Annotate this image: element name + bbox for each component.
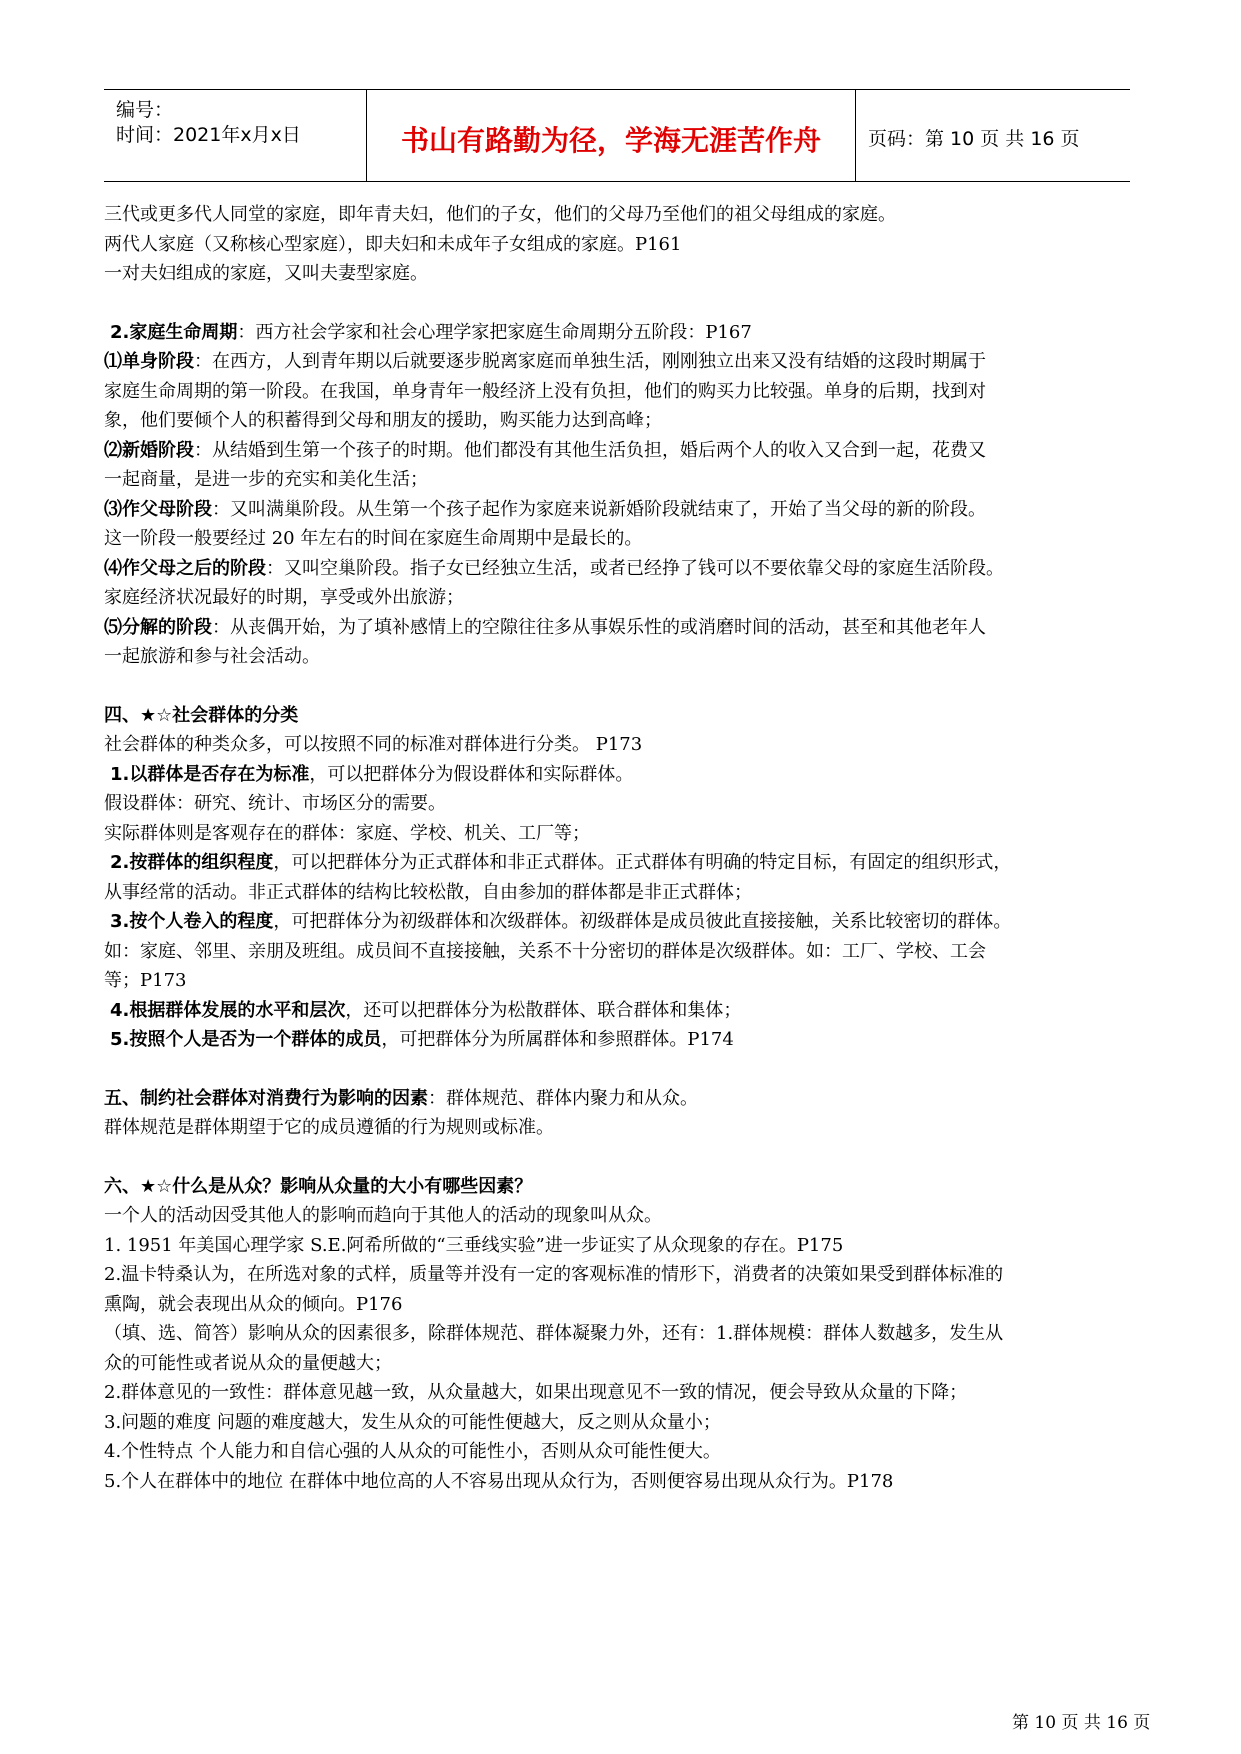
- stage-heading: ⑸分解的阶段: [104, 616, 212, 638]
- paragraph: 一个人的活动因受其他人的影响而趋向于其他人的活动的现象叫从众。: [104, 1205, 662, 1226]
- paragraph: （填、选、简答）影响从众的因素很多，除群体规范、群体凝聚力外，还有：1.群体规模：群体人数越多，发生从: [104, 1323, 1004, 1344]
- paragraph: 社会群体的种类众多，可以按照不同的标准对群体进行分类。 P173: [104, 734, 643, 755]
- section-heading: 六、★☆什么是从众？影响从众量的大小有哪些因素？: [104, 1175, 533, 1197]
- paragraph: 4.个性特点 个人能力和自信心强的人从众的可能性小，否则从众可能性便大。: [104, 1441, 721, 1462]
- classification-text: ，可把群体分为所属群体和参照群体。P174: [381, 1029, 734, 1050]
- stage-heading: ⑶作父母阶段: [104, 498, 212, 520]
- stage-empty-nest: [104, 554, 1134, 584]
- paragraph: 如：家庭、邻里、亲朋及班组。成员间不直接接触，关系不十分密切的群体是次级群体。如：工厂、学校、工会: [104, 940, 986, 962]
- header-meta-cell: [104, 90, 367, 181]
- paragraph: 一起旅游和参与社会活动。: [104, 646, 320, 667]
- page-header: [104, 89, 1130, 182]
- header-pagecode-cell: [856, 90, 1130, 181]
- stage-text: ：从丧偶开始，为了填补感情上的空隙往往多从事娱乐性的或消磨时间的活动，甚至和其他老年人: [212, 616, 986, 638]
- document-body: [104, 200, 1134, 1496]
- paragraph: 2.群体意见的一致性：群体意见越一致，从众量越大，如果出现意见不一致的情况，便会导致从众量的下降；: [104, 1382, 968, 1403]
- classification-text: ，可把群体分为初级群体和次级群体。初级群体是成员彼此直接接触，关系比较密切的群体。: [273, 911, 1012, 932]
- stage-text: ：在西方，人到青年期以后就要逐步脱离家庭而单独生活，刚刚独立出来又没有结婚的这段时期属于: [194, 351, 986, 372]
- paragraph: 1. 1951 年美国心理学家 S.E.阿希所做的“三垂线实验”进一步证实了从众现象的存在。P175: [104, 1234, 844, 1256]
- paragraph: 这一阶段一般要经过 20 年左右的时间在家庭生命周期中是最长的。: [104, 528, 643, 549]
- section-text: ：西方社会学家和社会心理学家把家庭生命周期分五阶段：P167: [237, 321, 752, 343]
- stage-text: ：从结婚到生第一个孩子的时期。他们都没有其他生活负担，婚后两个人的收入又合到一起，花费又: [194, 439, 986, 461]
- stage-text: ：又叫空巢阶段。指子女已经独立生活，或者已经挣了钱可以不要依靠父母的家庭生活阶段。: [266, 557, 1004, 579]
- paragraph: 两代人家庭（又称核心型家庭），即夫妇和未成年子女组成的家庭。P161: [104, 233, 682, 255]
- classification-item: [104, 907, 1134, 937]
- stage-parenting: [104, 495, 1134, 525]
- header-motto: 书山有路勤为径，学海无涯苦作舟: [400, 124, 821, 157]
- classification-heading: 1.以群体是否存在为标准: [110, 763, 310, 785]
- section-heading: 2.家庭生命周期: [110, 321, 238, 343]
- paragraph: 等；P173: [104, 970, 187, 991]
- page-footer: 第 10 页 共 16 页: [1012, 1713, 1151, 1733]
- paragraph: 群体规范是群体期望于它的成员遵循的行为规则或标准。: [104, 1117, 554, 1138]
- classification-text: ，还可以把群体分为松散群体、联合群体和集体；: [345, 999, 742, 1021]
- section-five: [104, 1084, 1134, 1114]
- stage-heading: ⑴单身阶段: [104, 351, 194, 372]
- paragraph: 家庭生命周期的第一阶段。在我国，单身青年一般经济上没有负担，他们的购买力比较强。单身的后期，找到对: [104, 380, 986, 402]
- classification-item: [104, 1025, 1134, 1055]
- header-page-code: 页码：第 10 页 共 16 页: [868, 128, 1080, 150]
- paragraph: 5.个人在群体中的地位 在群体中地位高的人不容易出现从众行为，否则便容易出现从众行为。P178: [104, 1470, 894, 1492]
- classification-heading: 2.按群体的组织程度: [110, 852, 274, 873]
- paragraph: 三代或更多代人同堂的家庭，即年青夫妇，他们的子女，他们的父母乃至他们的祖父母组成的家庭。: [104, 204, 896, 225]
- stage-dissolution: [104, 613, 1134, 643]
- stage-newlywed: [104, 436, 1134, 466]
- paragraph: 实际群体则是客观存在的群体：家庭、学校、机关、工厂等；: [104, 822, 590, 844]
- paragraph: 家庭经济状况最好的时期，享受或外出旅游；: [104, 587, 464, 608]
- paragraph: 一对夫妇组成的家庭，又叫夫妻型家庭。: [104, 263, 428, 284]
- stage-heading: ⑷作父母之后的阶段: [104, 557, 266, 579]
- classification-item: [104, 760, 1134, 790]
- section-family-lifecycle: [104, 318, 1134, 348]
- stage-heading: ⑵新婚阶段: [104, 439, 194, 461]
- paragraph: 3.问题的难度 问题的难度越大，发生从众的可能性便越大，反之则从众量小；: [104, 1411, 721, 1433]
- paragraph: 假设群体：研究、统计、市场区分的需要。: [104, 793, 446, 814]
- document-number-label: 编号：: [116, 99, 174, 121]
- paragraph: 象，他们要倾个人的积蓄得到父母和朋友的援助，购买能力达到高峰；: [104, 410, 662, 431]
- stage-text: ：又叫满巢阶段。从生第一个孩子起作为家庭来说新婚阶段就结束了，开始了当父母的新的阶段。: [212, 498, 986, 520]
- paragraph: 众的可能性或者说从众的量便越大；: [104, 1352, 392, 1374]
- paragraph: 熏陶，就会表现出从众的倾向。P176: [104, 1293, 403, 1315]
- section-heading: 四、★☆社会群体的分类: [104, 704, 299, 726]
- classification-text: ，可以把群体分为正式群体和非正式群体。正式群体有明确的特定目标，有固定的组织形式，: [273, 852, 1012, 873]
- stage-single: [104, 347, 1134, 377]
- section-heading: 五、制约社会群体对消费行为影响的因素: [104, 1087, 428, 1109]
- classification-heading: 5.按照个人是否为一个群体的成员: [110, 1029, 382, 1050]
- classification-text: ，可以把群体分为假设群体和实际群体。: [309, 763, 634, 785]
- classification-heading: 4.根据群体发展的水平和层次: [110, 999, 346, 1021]
- paragraph: 一起商量，是进一步的充实和美化生活；: [104, 469, 428, 490]
- paragraph: 2.温卡特桑认为，在所选对象的式样，质量等并没有一定的客观标准的情形下，消费者的决策如果受到群体标准的: [104, 1264, 1004, 1285]
- classification-item: [104, 996, 1134, 1026]
- header-motto-cell: [367, 90, 856, 181]
- paragraph: 从事经常的活动。非正式群体的结构比较松散，自由参加的群体都是非正式群体；: [104, 881, 752, 903]
- classification-item: [104, 848, 1134, 878]
- section-text: ：群体规范、群体内聚力和从众。: [428, 1087, 698, 1109]
- classification-heading: 3.按个人卷入的程度: [110, 911, 274, 932]
- document-time-label: 时间：2021年x月x日: [116, 124, 301, 146]
